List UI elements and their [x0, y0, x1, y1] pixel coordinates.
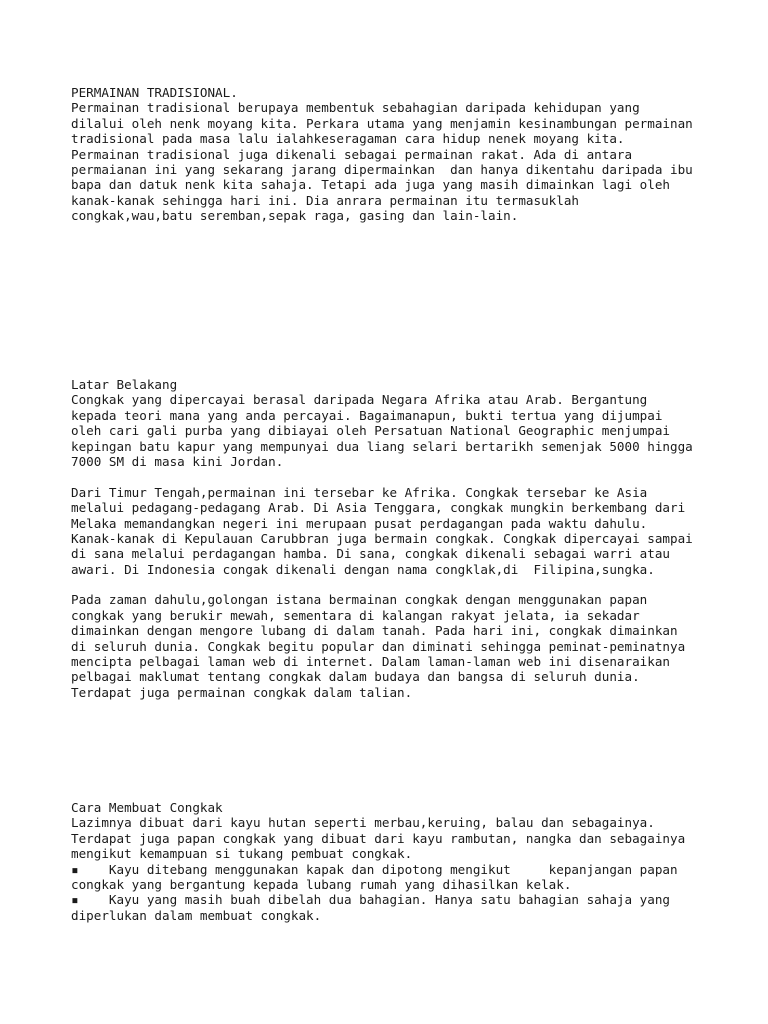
intro-line: permaianan ini yang sekarang jarang dipermainkan dan hanya dikentahu daripada ibu [71, 161, 693, 177]
latar-line: Melaka memandangkan negeri ini merupaan pusat perdagangan pada waktu dahulu. [71, 515, 648, 531]
cara-title: Cara Membuat Congkak [71, 800, 223, 815]
intro-line: dilalui oleh nenk moyang kita. Perkara utama yang menjamin kesinambungan permainan [71, 115, 693, 131]
latar-line: melalui pedagang-pedagang Arab. Di Asia Tenggara, congkak mungkin berkembang dari [71, 500, 686, 516]
cara-line: mengikut kemampuan si tukang pembuat congkak. [71, 846, 413, 862]
latar-line: Pada zaman dahulu,golongan istana bermainan congkak dengan menggunakan papan [71, 592, 648, 608]
intro-line: tradisional pada masa lalu ialahkeseragaman cara hidup nenek moyang kita. [71, 131, 625, 147]
cara-line: Terdapat juga papan congkak yang dibuat dari kayu rambutan, nangka dan sebagainya [71, 830, 686, 846]
bullet-line: ▪ Kayu yang masih buah dibelah dua bahagian. Hanya satu bahagian sahaja yang [71, 892, 670, 908]
intro-line: congkak,wau,batu seremban,sepak raga, gasing dan lain-lain. [71, 208, 519, 224]
latar-line: di seluruh dunia. Congkak begitu popular dan diminati sehingga peminat-peminatnya [71, 638, 686, 654]
latar-line: kepingan batu kapur yang mempunyai dua liang selari bertarikh semenjak 5000 hingga [71, 438, 693, 454]
latar-line: congkak yang berukir mewah, sementara di kalangan rakyat jelata, ia sekadar [71, 607, 640, 623]
latar-line: Congkak yang dipercayai berasal daripada Negara Afrika atau Arab. Bergantung [71, 392, 648, 408]
latar-line: di sana melalui perdagangan hamba. Di sana, congkak dikenali sebagai warri atau [71, 546, 670, 562]
intro-section [71, 85, 731, 224]
bullet-line: congkak yang bergantung kepada lubang rumah yang dihasilkan kelak. [71, 876, 572, 892]
latar-belakang-section [71, 377, 731, 700]
cara-line: Lazimnya dibuat dari kayu hutan seperti merbau,keruing, balau dan sebagainya. [71, 815, 655, 831]
latar-line: Dari Timur Tengah,permainan ini tersebar ke Afrika. Congkak tersebar ke Asia [71, 484, 648, 500]
paragraph-gap [71, 469, 731, 484]
latar-line: Terdapat juga permainan congkak dalam talian. [71, 684, 413, 700]
bullet-item [71, 862, 731, 893]
intro-line: kanak-kanak sehingga hari ini. Dia anrara permainan itu termasuklah [71, 192, 579, 208]
intro-paragraph [71, 100, 731, 223]
cara-membuat-section [71, 800, 731, 923]
latar-paragraph-1 [71, 392, 731, 469]
latar-line: kepada teori mana yang anda percayai. Bagaimanapun, bukti tertua yang dijumpai [71, 407, 663, 423]
latar-line: pelbagai maklumat tentang congkak dalam budaya dan bangsa di seluruh dunia. [71, 669, 640, 685]
latar-title: Latar Belakang [71, 377, 178, 392]
intro-title: PERMAINAN TRADISIONAL. [71, 85, 238, 100]
paragraph-gap [71, 577, 731, 592]
intro-line: Permainan tradisional berupaya membentuk sebahagian daripada kehidupan yang [71, 100, 640, 116]
intro-line: Permainan tradisional juga dikenali sebagai permainan rakat. Ada di antara [71, 146, 633, 162]
bullet-line: diperlukan dalam membuat congkak. [71, 907, 322, 923]
latar-line: oleh cari gali purba yang dibiayai oleh Persatuan National Geographic menjumpai [71, 423, 670, 439]
bullet-item [71, 892, 731, 923]
intro-line: bapa dan datuk nenk kita sahaja. Tetapi ada juga yang masih dimainkan lagi oleh [71, 177, 670, 193]
latar-line: mencipta pelbagai laman web di internet. Dalam laman-laman web ini disenaraikan [71, 654, 670, 670]
latar-paragraph-3 [71, 592, 731, 700]
cara-paragraph [71, 815, 731, 861]
latar-line: 7000 SM di masa kini Jordan. [71, 453, 284, 469]
latar-paragraph-2 [71, 485, 731, 577]
latar-line: Kanak-kanak di Kepulauan Carubbran juga bermain congkak. Congkak dipercayai sampai [71, 530, 693, 546]
latar-line: dimainkan dengan mengore lubang di dalam tanah. Pada hari ini, congkak dimainkan [71, 623, 678, 639]
latar-line: awari. Di Indonesia congak dikenali dengan nama congklak,di Filipina,sungka. [71, 561, 655, 577]
bullet-line: ▪ Kayu ditebang menggunakan kapak dan dipotong mengikut kepanjangan papan [71, 861, 678, 877]
